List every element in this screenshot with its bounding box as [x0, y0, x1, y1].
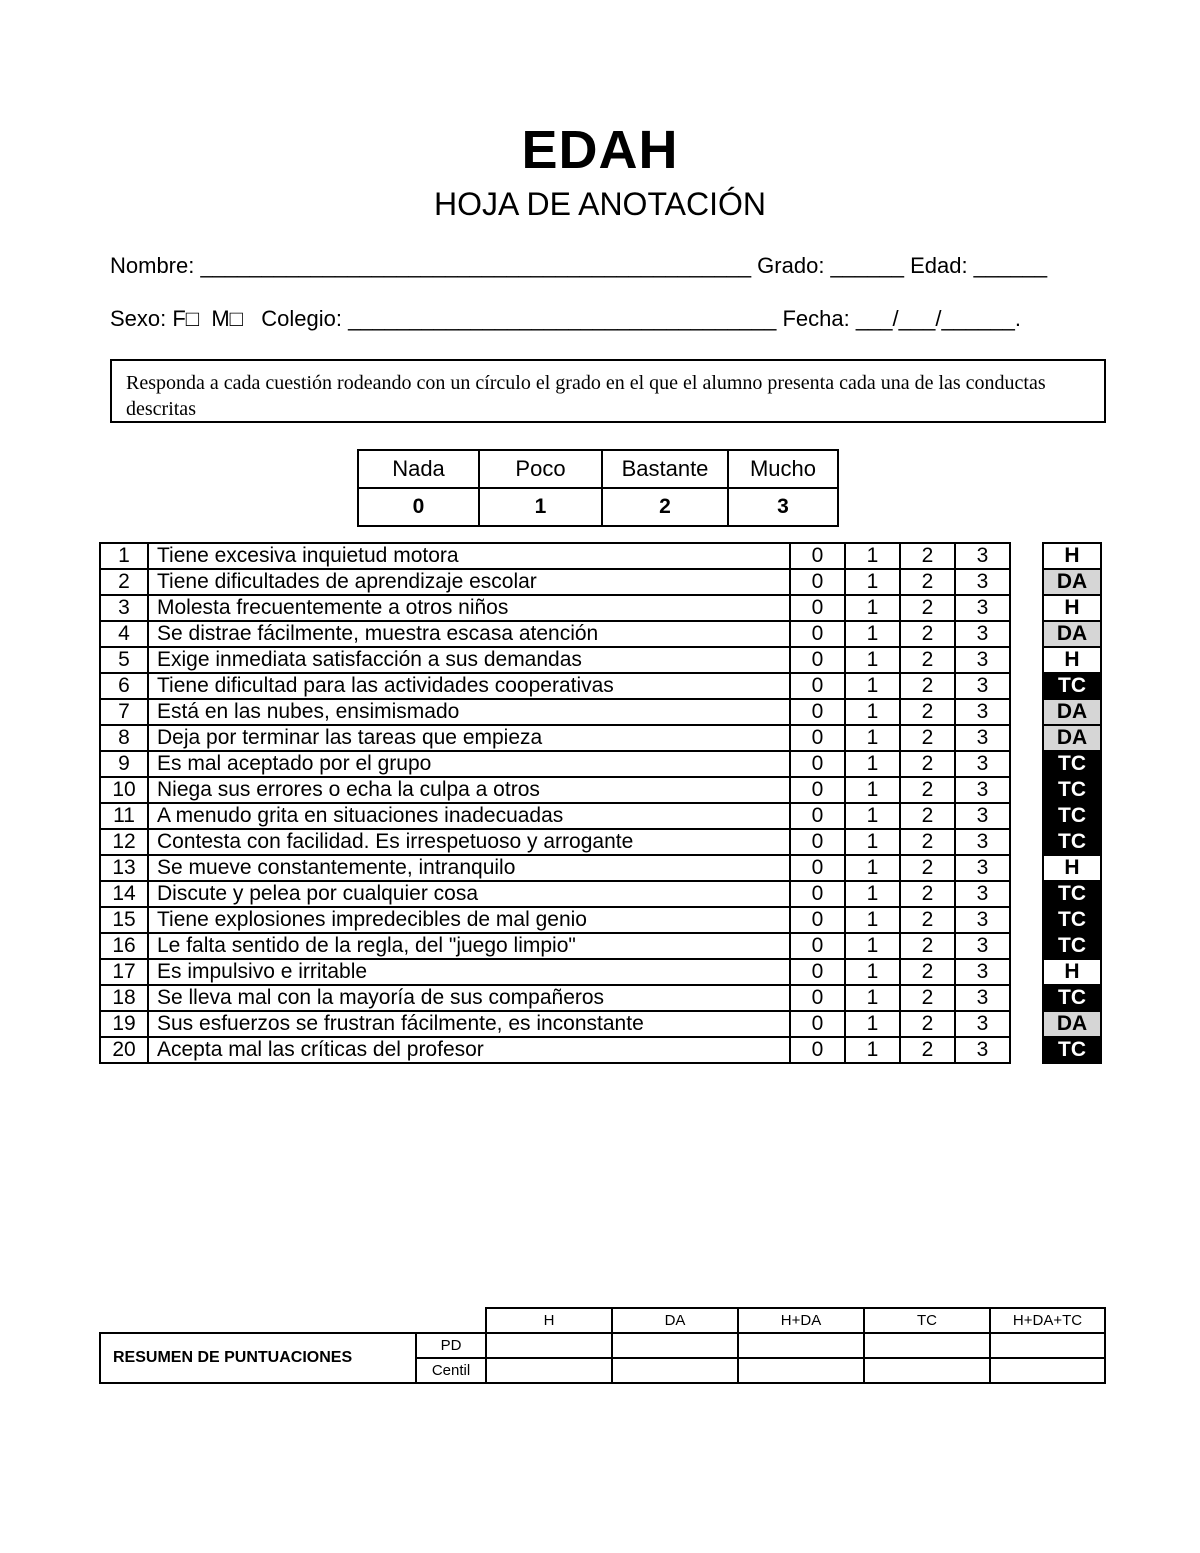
rating-option-0[interactable]: 0	[790, 829, 845, 855]
item-row	[100, 569, 1010, 595]
category-badge: TC	[1043, 881, 1101, 907]
item-number: 2	[100, 569, 148, 595]
scale-label: Mucho	[728, 450, 838, 488]
rating-option-2[interactable]: 2	[900, 647, 955, 673]
rating-option-0[interactable]: 0	[790, 933, 845, 959]
summary-cell[interactable]	[486, 1333, 612, 1358]
item-row	[100, 543, 1010, 569]
rating-option-2[interactable]: 2	[900, 543, 955, 569]
rating-option-2[interactable]: 2	[900, 725, 955, 751]
category-badge: H	[1043, 543, 1101, 569]
rating-option-0[interactable]: 0	[790, 751, 845, 777]
rating-option-3[interactable]: 3	[955, 621, 1010, 647]
instructions-box: Responda a cada cuestión rodeando con un círculo el grado en el que el alumno presenta cada una de las conductas descritas	[110, 359, 1106, 423]
item-row	[100, 621, 1010, 647]
rating-option-1[interactable]: 1	[845, 673, 900, 699]
rating-option-2[interactable]: 2	[900, 907, 955, 933]
page-title: EDAH	[521, 120, 679, 180]
category-badge: DA	[1043, 725, 1101, 751]
category-badge: H	[1043, 595, 1101, 621]
rating-option-1[interactable]: 1	[845, 959, 900, 985]
rating-option-0[interactable]: 0	[790, 1011, 845, 1037]
rating-option-0[interactable]: 0	[790, 985, 845, 1011]
category-badge: TC	[1043, 933, 1101, 959]
item-number: 19	[100, 1011, 148, 1037]
rating-option-1[interactable]: 1	[845, 751, 900, 777]
rating-option-3[interactable]: 3	[955, 933, 1010, 959]
summary-cell[interactable]	[990, 1358, 1105, 1383]
item-number: 1	[100, 543, 148, 569]
item-row	[100, 1011, 1010, 1037]
summary-cell[interactable]	[738, 1333, 864, 1358]
rating-option-3[interactable]: 3	[955, 699, 1010, 725]
item-number: 10	[100, 777, 148, 803]
item-row	[100, 855, 1010, 881]
item-text: Se distrae fácilmente, muestra escasa atención	[148, 621, 790, 647]
rating-option-2[interactable]: 2	[900, 777, 955, 803]
rating-option-1[interactable]: 1	[845, 985, 900, 1011]
rating-option-1[interactable]: 1	[845, 647, 900, 673]
category-badge: TC	[1043, 751, 1101, 777]
item-row	[100, 751, 1010, 777]
rating-option-0[interactable]: 0	[790, 621, 845, 647]
category-badge: DA	[1043, 1011, 1101, 1037]
item-number: 6	[100, 673, 148, 699]
rating-option-3[interactable]: 3	[955, 595, 1010, 621]
item-number: 20	[100, 1037, 148, 1063]
rating-option-2[interactable]: 2	[900, 881, 955, 907]
summary-cell[interactable]	[864, 1333, 990, 1358]
rating-option-0[interactable]: 0	[790, 777, 845, 803]
rating-option-3[interactable]: 3	[955, 985, 1010, 1011]
item-number: 16	[100, 933, 148, 959]
category-badge: H	[1043, 647, 1101, 673]
item-text: Niega sus errores o echa la culpa a otros	[148, 777, 790, 803]
rating-option-0[interactable]: 0	[790, 803, 845, 829]
behavior-items-table	[99, 542, 1011, 1064]
summary-cell[interactable]	[486, 1358, 612, 1383]
rating-option-1[interactable]: 1	[845, 855, 900, 881]
item-text: Sus esfuerzos se frustran fácilmente, es inconstante	[148, 1011, 790, 1037]
category-badge: H	[1043, 959, 1101, 985]
category-badge: H	[1043, 855, 1101, 881]
item-row	[100, 699, 1010, 725]
item-row	[100, 1037, 1010, 1063]
rating-option-0[interactable]: 0	[790, 725, 845, 751]
rating-option-3[interactable]: 3	[955, 777, 1010, 803]
summary-col-header: H+DA	[738, 1308, 864, 1333]
item-text: Se mueve constantemente, intranquilo	[148, 855, 790, 881]
item-number: 15	[100, 907, 148, 933]
item-text: Deja por terminar las tareas que empieza	[148, 725, 790, 751]
rating-option-1[interactable]: 1	[845, 543, 900, 569]
rating-option-0[interactable]: 0	[790, 959, 845, 985]
rating-option-1[interactable]: 1	[845, 777, 900, 803]
scale-label: Poco	[479, 450, 602, 488]
rating-option-3[interactable]: 3	[955, 1011, 1010, 1037]
item-number: 14	[100, 881, 148, 907]
rating-option-1[interactable]: 1	[845, 1011, 900, 1037]
item-row	[100, 933, 1010, 959]
item-row	[100, 777, 1010, 803]
rating-option-0[interactable]: 0	[790, 673, 845, 699]
summary-col-header: TC	[864, 1308, 990, 1333]
rating-option-1[interactable]: 1	[845, 1037, 900, 1063]
category-badge: TC	[1043, 673, 1101, 699]
item-text: Discute y pelea por cualquier cosa	[148, 881, 790, 907]
rating-option-2[interactable]: 2	[900, 803, 955, 829]
rating-option-0[interactable]: 0	[790, 569, 845, 595]
summary-col-header: H+DA+TC	[990, 1308, 1105, 1333]
item-row	[100, 803, 1010, 829]
rating-option-3[interactable]: 3	[955, 803, 1010, 829]
summary-col-header: DA	[612, 1308, 738, 1333]
category-badge: DA	[1043, 621, 1101, 647]
summary-row-label: Centil	[416, 1358, 486, 1383]
item-text: Le falta sentido de la regla, del "juego limpio"	[148, 933, 790, 959]
rating-option-2[interactable]: 2	[900, 959, 955, 985]
rating-option-3[interactable]: 3	[955, 543, 1010, 569]
student-info-line-1[interactable]: Nombre: _____________________________________________ Grado: ______ Edad: ______	[110, 253, 1048, 278]
rating-option-2[interactable]: 2	[900, 673, 955, 699]
rating-option-1[interactable]: 1	[845, 621, 900, 647]
category-badge: TC	[1043, 1037, 1101, 1063]
rating-option-3[interactable]: 3	[955, 829, 1010, 855]
item-text: Tiene excesiva inquietud motora	[148, 543, 790, 569]
scale-value: 2	[602, 488, 728, 526]
item-text: Está en las nubes, ensimismado	[148, 699, 790, 725]
rating-option-0[interactable]: 0	[790, 1037, 845, 1063]
rating-option-3[interactable]: 3	[955, 855, 1010, 881]
item-number: 4	[100, 621, 148, 647]
rating-option-1[interactable]: 1	[845, 595, 900, 621]
scale-value: 0	[358, 488, 479, 526]
item-number: 12	[100, 829, 148, 855]
scale-label: Bastante	[602, 450, 728, 488]
score-summary-table	[99, 1307, 1106, 1384]
rating-option-2[interactable]: 2	[900, 1037, 955, 1063]
rating-option-3[interactable]: 3	[955, 881, 1010, 907]
rating-option-1[interactable]: 1	[845, 933, 900, 959]
item-row	[100, 725, 1010, 751]
summary-label: RESUMEN DE PUNTUACIONES	[100, 1333, 416, 1383]
rating-option-2[interactable]: 2	[900, 621, 955, 647]
summary-col-header: H	[486, 1308, 612, 1333]
summary-cell[interactable]	[612, 1333, 738, 1358]
category-badge: TC	[1043, 907, 1101, 933]
item-text: Tiene dificultad para las actividades cooperativas	[148, 673, 790, 699]
rating-option-3[interactable]: 3	[955, 673, 1010, 699]
item-number: 17	[100, 959, 148, 985]
category-badge: TC	[1043, 803, 1101, 829]
item-text: A menudo grita en situaciones inadecuadas	[148, 803, 790, 829]
rating-option-0[interactable]: 0	[790, 543, 845, 569]
item-text: Tiene dificultades de aprendizaje escolar	[148, 569, 790, 595]
item-row	[100, 985, 1010, 1011]
summary-cell[interactable]	[612, 1358, 738, 1383]
category-badge: DA	[1043, 569, 1101, 595]
rating-option-0[interactable]: 0	[790, 855, 845, 881]
rating-option-2[interactable]: 2	[900, 569, 955, 595]
rating-option-1[interactable]: 1	[845, 569, 900, 595]
rating-option-3[interactable]: 3	[955, 1037, 1010, 1063]
item-number: 3	[100, 595, 148, 621]
item-text: Es impulsivo e irritable	[148, 959, 790, 985]
rating-option-2[interactable]: 2	[900, 985, 955, 1011]
rating-option-1[interactable]: 1	[845, 803, 900, 829]
item-text: Acepta mal las críticas del profesor	[148, 1037, 790, 1063]
item-number: 9	[100, 751, 148, 777]
item-number: 13	[100, 855, 148, 881]
rating-option-0[interactable]: 0	[790, 595, 845, 621]
item-row	[100, 829, 1010, 855]
item-number: 8	[100, 725, 148, 751]
rating-option-2[interactable]: 2	[900, 855, 955, 881]
rating-option-3[interactable]: 3	[955, 751, 1010, 777]
item-text: Contesta con facilidad. Es irrespetuoso y arrogante	[148, 829, 790, 855]
item-text: Molesta frecuentemente a otros niños	[148, 595, 790, 621]
rating-option-3[interactable]: 3	[955, 647, 1010, 673]
rating-option-1[interactable]: 1	[845, 699, 900, 725]
item-row	[100, 881, 1010, 907]
rating-option-1[interactable]: 1	[845, 881, 900, 907]
summary-cell[interactable]	[738, 1358, 864, 1383]
item-number: 7	[100, 699, 148, 725]
item-text: Es mal aceptado por el grupo	[148, 751, 790, 777]
rating-option-0[interactable]: 0	[790, 699, 845, 725]
item-number: 11	[100, 803, 148, 829]
category-badge: TC	[1043, 985, 1101, 1011]
page-subtitle: HOJA DE ANOTACIÓN	[434, 186, 766, 222]
rating-option-2[interactable]: 2	[900, 933, 955, 959]
rating-option-2[interactable]: 2	[900, 751, 955, 777]
rating-option-1[interactable]: 1	[845, 829, 900, 855]
item-text: Exige inmediata satisfacción a sus demandas	[148, 647, 790, 673]
rating-option-0[interactable]: 0	[790, 881, 845, 907]
item-row	[100, 673, 1010, 699]
rating-option-1[interactable]: 1	[845, 725, 900, 751]
rating-option-2[interactable]: 2	[900, 1011, 955, 1037]
summary-cell[interactable]	[864, 1358, 990, 1383]
rating-option-3[interactable]: 3	[955, 959, 1010, 985]
scale-value: 1	[479, 488, 602, 526]
category-badge: TC	[1043, 777, 1101, 803]
item-text: Tiene explosiones impredecibles de mal genio	[148, 907, 790, 933]
item-row	[100, 595, 1010, 621]
rating-option-0[interactable]: 0	[790, 647, 845, 673]
rating-option-0[interactable]: 0	[790, 907, 845, 933]
item-row	[100, 959, 1010, 985]
rating-option-3[interactable]: 3	[955, 569, 1010, 595]
category-badge: TC	[1043, 829, 1101, 855]
summary-row-label: PD	[416, 1333, 486, 1358]
rating-option-2[interactable]: 2	[900, 829, 955, 855]
scale-value: 3	[728, 488, 838, 526]
item-row	[100, 647, 1010, 673]
item-row	[100, 907, 1010, 933]
rating-option-3[interactable]: 3	[955, 725, 1010, 751]
rating-option-1[interactable]: 1	[845, 907, 900, 933]
rating-option-2[interactable]: 2	[900, 699, 955, 725]
item-number: 5	[100, 647, 148, 673]
rating-scale-legend	[357, 449, 839, 527]
category-badge: DA	[1043, 699, 1101, 725]
category-column	[1042, 542, 1102, 1064]
student-info-line-2[interactable]: Sexo: F□ M□ Colegio: ___________________________________ Fecha: ___/___/______.	[110, 306, 1021, 331]
rating-option-3[interactable]: 3	[955, 907, 1010, 933]
summary-cell[interactable]	[990, 1333, 1105, 1358]
item-text: Se lleva mal con la mayoría de sus compañeros	[148, 985, 790, 1011]
scale-label: Nada	[358, 450, 479, 488]
item-number: 18	[100, 985, 148, 1011]
rating-option-2[interactable]: 2	[900, 595, 955, 621]
